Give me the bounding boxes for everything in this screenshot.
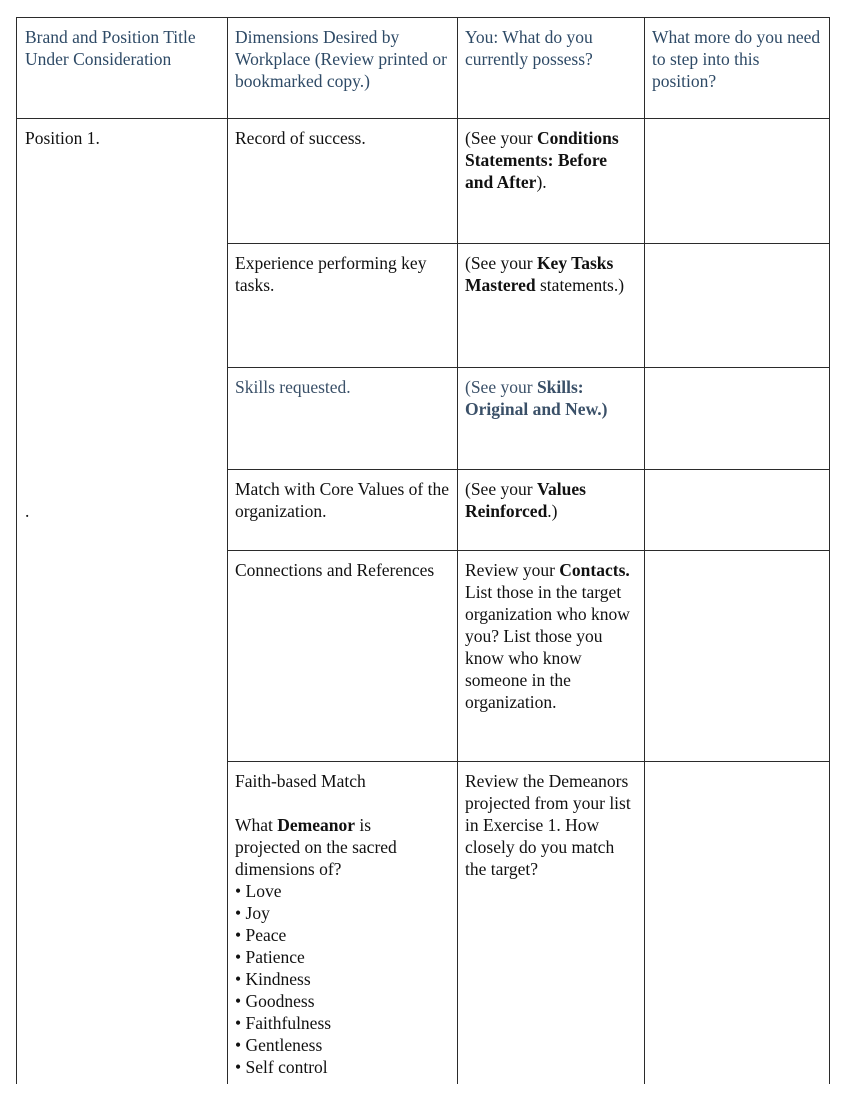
header-divider: [16, 118, 830, 119]
column-divider: [227, 17, 228, 1084]
position-label: Position 1.: [25, 128, 100, 148]
possess-contacts: Review your Contacts. List those in the target organization who know you? List those you know who know someone in the organization.: [465, 560, 630, 712]
list-item: • Faithfulness: [235, 1012, 435, 1034]
dimension-faith-based: [235, 770, 435, 1078]
row-divider: [227, 469, 830, 470]
list-item: • Love: [235, 880, 435, 902]
possess-demeanors-review: Review the Demeanors projected from your list in Exercise 1. How closely do you match the target?: [465, 771, 631, 879]
header-dimensions: Dimensions Desired by Workplace (Review printed or bookmarked copy.): [235, 27, 447, 91]
row-divider: [227, 367, 830, 368]
list-item: • Patience: [235, 946, 435, 968]
list-item: • Peace: [235, 924, 435, 946]
table-border-left: [16, 17, 17, 1084]
dimension-connections: Connections and References: [235, 560, 435, 580]
table-border-right: [829, 17, 830, 1084]
dot-marker: .: [25, 501, 30, 521]
column-divider: [457, 17, 458, 1084]
dimension-key-tasks: Experience performing key tasks.: [235, 253, 427, 295]
possess-key-tasks-mastered: (See your Key Tasks Mastered statements.): [465, 253, 625, 295]
demeanor-question: What Demeanor is projected on the sacred dimensions of?: [235, 815, 397, 879]
header-currently-possess: You: What do you currently possess?: [465, 27, 593, 69]
list-item: • Goodness: [235, 990, 435, 1012]
list-item: • Gentleness: [235, 1034, 435, 1056]
sacred-dimensions-list: [235, 880, 435, 1078]
dimension-record-of-success: Record of success.: [235, 128, 366, 148]
column-divider: [644, 17, 645, 1084]
list-item: • Joy: [235, 902, 435, 924]
worksheet-table: [16, 17, 830, 1084]
list-item: • Kindness: [235, 968, 435, 990]
possess-conditions-statements: (See your Conditions Statements: Before and After).: [465, 128, 619, 192]
faith-based-title: Faith-based Match: [235, 771, 366, 791]
header-brand-position: Brand and Position Title Under Consideration: [25, 27, 196, 69]
possess-skills: (See your Skills: Original and New.): [465, 377, 608, 419]
list-item: • Self control: [235, 1056, 435, 1078]
row-divider: [227, 550, 830, 551]
header-need-more: What more do you need to step into this position?: [652, 27, 821, 91]
possess-values-reinforced: (See your Values Reinforced.): [465, 479, 586, 521]
row-divider: [227, 761, 830, 762]
dimension-core-values: Match with Core Values of the organization.: [235, 479, 450, 521]
dimension-skills-requested: Skills requested.: [235, 377, 351, 397]
row-divider: [227, 243, 830, 244]
table-border-top: [16, 17, 830, 18]
